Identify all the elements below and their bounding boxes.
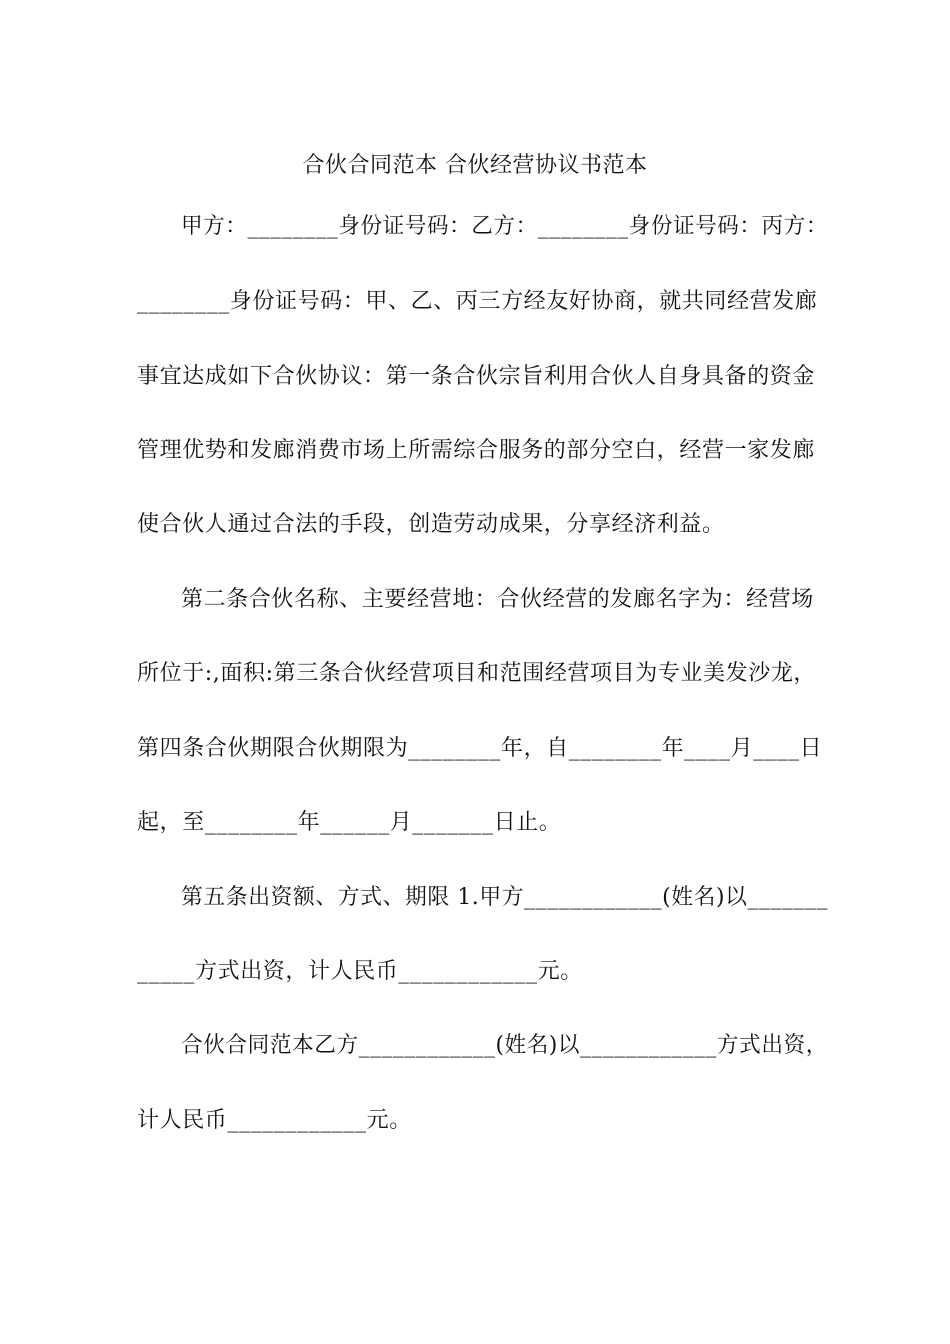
paragraph-line-13: 计人民币____________元。 bbox=[137, 1108, 412, 1133]
paragraph-line-8: 第四条合伙期限合伙期限为________年，自________年____月____日 bbox=[137, 736, 823, 761]
paragraph-line-12: 合伙合同范本乙方____________(姓名)以____________方式出资， bbox=[181, 1033, 828, 1058]
paragraph-line-3: 事宜达成如下合伙协议：第一条合伙宗旨利用合伙人自身具备的资金 bbox=[137, 364, 816, 389]
paragraph-line-1: 甲方：________身份证号码：乙方：________身份证号码：丙方： bbox=[181, 214, 828, 239]
paragraph-line-5: 使合伙人通过合法的手段，创造劳动成果，分享经济利益。 bbox=[137, 512, 725, 537]
paragraph-line-6: 第二条合伙名称、主要经营地：合伙经营的发廊名字为：经营场 bbox=[181, 587, 814, 612]
paragraph-line-7: 所位于:,面积:第三条合伙经营项目和范围经营项目为专业美发沙龙， bbox=[137, 661, 817, 686]
paragraph-line-4: 管理优势和发廊消费市场上所需综合服务的部分空白，经营一家发廊 bbox=[137, 438, 816, 463]
paragraph-line-2: ________身份证号码：甲、乙、丙三方经友好协商，就共同经营发廊 bbox=[137, 289, 818, 314]
paragraph-line-11: _____方式出资，计人民币____________元。 bbox=[137, 959, 583, 984]
document-title: 合伙合同范本 合伙经营协议书范本 bbox=[302, 153, 648, 178]
paragraph-line-10: 第五条出资额、方式、期限 1.甲方____________(姓名)以_______ bbox=[181, 885, 829, 910]
paragraph-line-9: 起，至________年______月_______日止。 bbox=[137, 810, 562, 835]
